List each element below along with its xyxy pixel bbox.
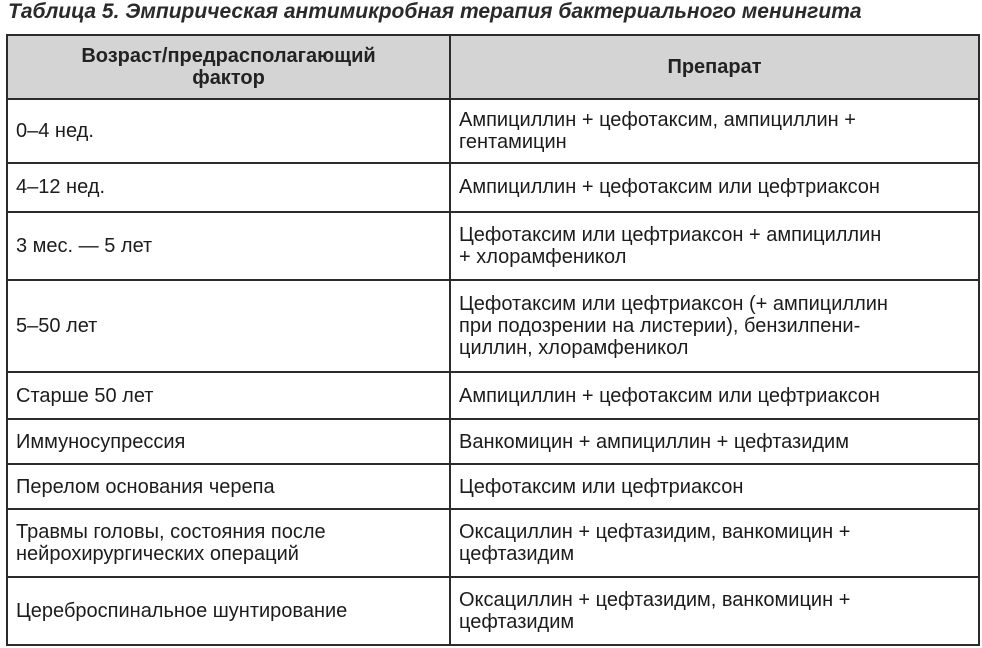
- cell-factor: Травмы головы, состояния после нейрохирургических операций: [7, 509, 450, 577]
- cell-factor: 0–4 нед.: [7, 99, 450, 163]
- cell-factor: 5–50 лет: [7, 280, 450, 372]
- header-factor: Возраст/предрасполагающий фактор: [7, 35, 450, 99]
- table-row: [7, 419, 979, 464]
- table-caption: Таблица 5. Эмпирическая антимикробная терапия бактериального менингита: [8, 0, 862, 23]
- cell-factor: Старше 50 лет: [7, 372, 450, 419]
- cell-factor: Цереброспинальное шунтирование: [7, 577, 450, 645]
- cell-drug: Ванкомицин + ампициллин + цефтазидим: [450, 419, 979, 464]
- cell-drug: Оксациллин + цефтазидим, ванкомицин + цефтазидим: [450, 509, 979, 577]
- header-drug: Препарат: [450, 35, 979, 99]
- cell-factor: Перелом основания черепа: [7, 464, 450, 509]
- cell-drug: Цефотаксим или цефтриаксон (+ ампициллин при подозрении на листерии), бензилпени- циллин, хлорамфеникол: [450, 280, 979, 372]
- table-row: [7, 212, 979, 280]
- table-header-row: [7, 35, 979, 99]
- cell-factor: 3 мес. — 5 лет: [7, 212, 450, 280]
- table-row: [7, 372, 979, 419]
- cell-drug: Ампициллин + цефотаксим, ампициллин + гентамицин: [450, 99, 979, 163]
- table-row: [7, 464, 979, 509]
- cell-drug: Ампициллин + цефотаксим или цефтриаксон: [450, 372, 979, 419]
- table-row: [7, 577, 979, 645]
- cell-drug: Оксациллин + цефтазидим, ванкомицин + цефтазидим: [450, 577, 979, 645]
- cell-factor: Иммуносупрессия: [7, 419, 450, 464]
- table-row: [7, 280, 979, 372]
- table-row: [7, 99, 979, 163]
- therapy-table: [6, 34, 980, 646]
- table-row: [7, 509, 979, 577]
- cell-drug: Ампициллин + цефотаксим или цефтриаксон: [450, 163, 979, 212]
- table-row: [7, 163, 979, 212]
- cell-drug: Цефотаксим или цефтриаксон: [450, 464, 979, 509]
- cell-factor: 4–12 нед.: [7, 163, 450, 212]
- cell-drug: Цефотаксим или цефтриаксон + ампициллин + хлорамфеникол: [450, 212, 979, 280]
